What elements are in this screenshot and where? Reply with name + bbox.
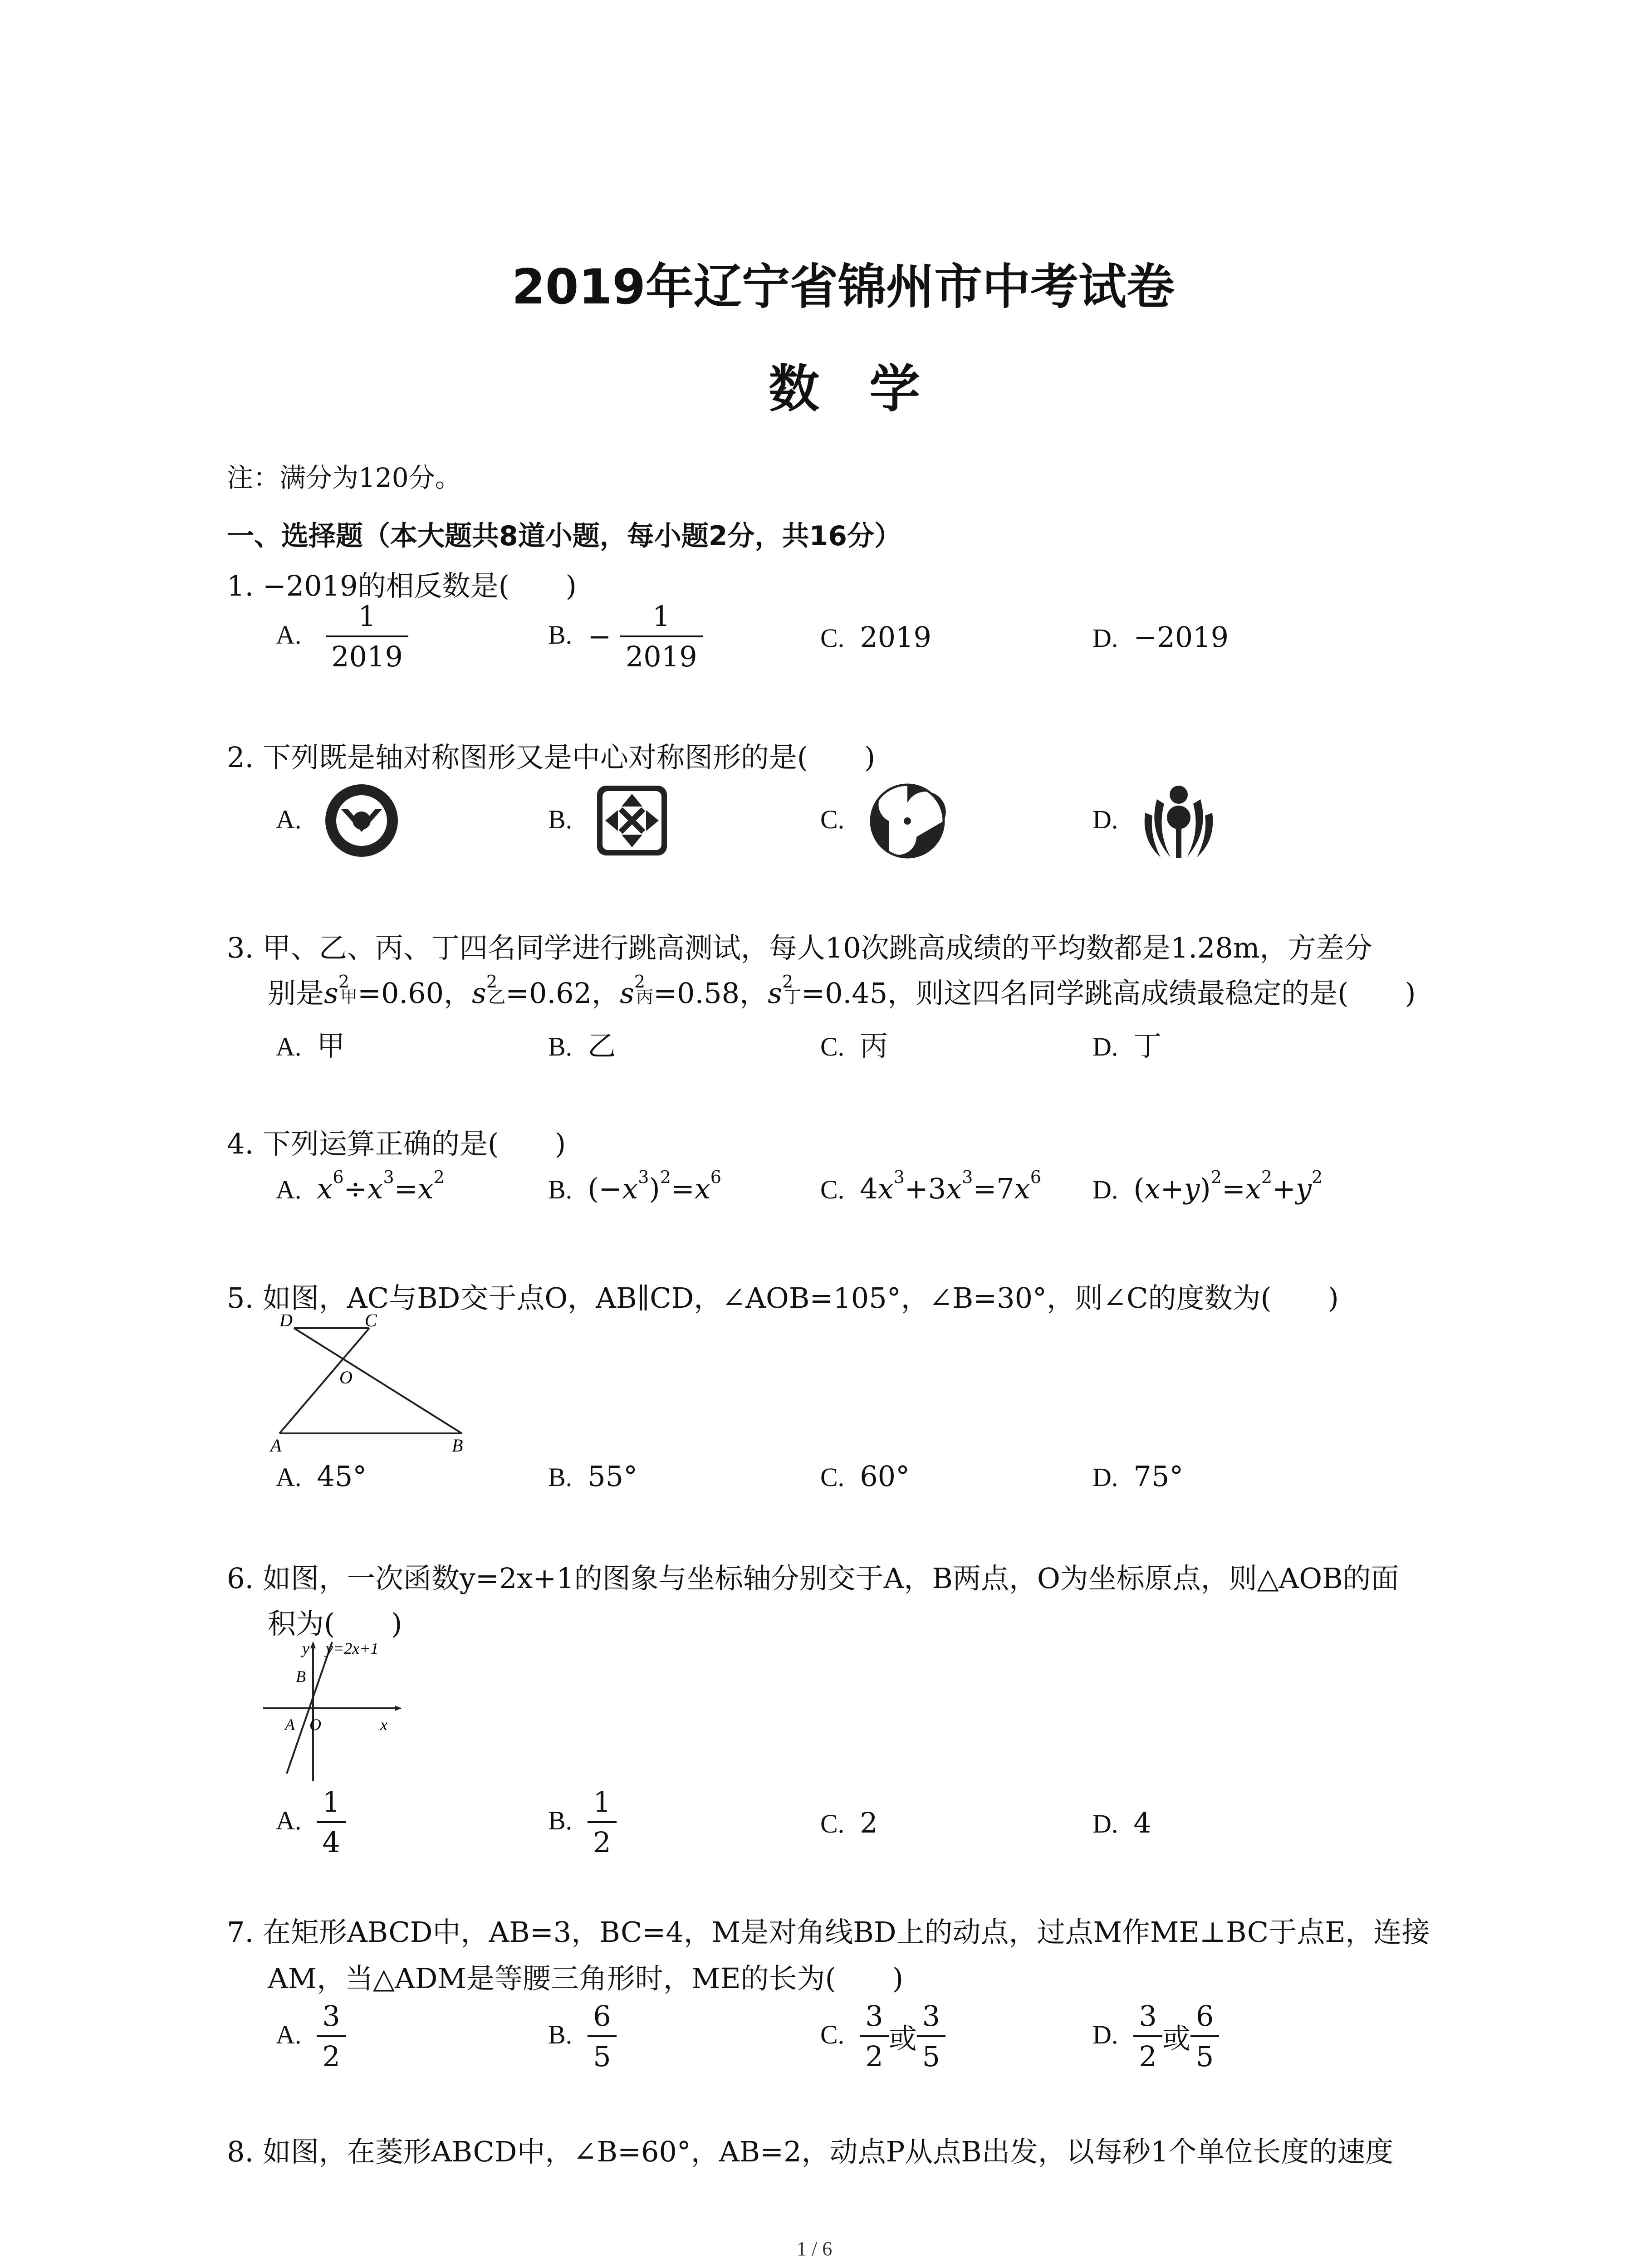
q5-figure-diagram [262, 1315, 475, 1460]
q7-option-c[interactable]: C. $\frac{3}{2}$ 或 $\frac{3}{5}$ [820, 1999, 945, 2073]
question-1-stem: 1. −2019的相反数是( ) [227, 569, 577, 602]
section-heading-choice: 一、选择题（本大题共8道小题，每小题2分，共16分） [227, 520, 901, 552]
q7-option-b[interactable]: B. $\frac{6}{5}$ [548, 1999, 617, 2073]
subject-title: 数学 [769, 360, 970, 419]
emblem-d-icon [1139, 781, 1219, 861]
q5-option-a[interactable]: A. 45° [276, 1460, 367, 1493]
emblem-a-icon [323, 782, 400, 859]
point-label-o: O [309, 1716, 321, 1734]
q6-option-b[interactable]: B. $\frac{1}{2}$ [548, 1785, 617, 1859]
q2-option-a[interactable]: A. [276, 805, 302, 834]
q1-option-b[interactable]: B. − $\frac{1}{2019}$ [548, 600, 703, 673]
axis-label-x: x [380, 1716, 387, 1734]
q4-option-c[interactable]: C. $4x^3+3x^3=7x^6$ [820, 1167, 1041, 1205]
q2-option-c[interactable]: C. [820, 805, 845, 834]
q7-option-d[interactable]: D. $\frac{3}{2}$ 或 $\frac{6}{5}$ [1092, 1999, 1219, 2073]
question-6-line-1: 6. 如图，一次函数y=2x+1的图象与坐标轴分别交于A，B两点，O为坐标原点，则△AOB的面 [227, 1562, 1399, 1595]
q2-option-d[interactable]: D. [1092, 805, 1118, 834]
point-label-d: D [279, 1315, 293, 1330]
point-label-a: A [270, 1435, 282, 1456]
q3-option-b[interactable]: B. 乙 [548, 1029, 616, 1062]
q1-option-a[interactable] [276, 600, 408, 673]
q5-option-c[interactable]: C. 60° [820, 1460, 910, 1493]
q5-option-d[interactable]: D. 75° [1092, 1460, 1184, 1493]
full-score-note: 注：满分为120分。 [227, 462, 461, 493]
question-3-line-1: 3. 甲、乙、丙、丁四名同学进行跳高测试，每人10次跳高成绩的平均数都是1.28m，方差分 [227, 931, 1372, 964]
point-label-b: B [296, 1667, 306, 1686]
axis-label-y: y [302, 1639, 309, 1657]
question-7-line-1: 7. 在矩形ABCD中，AB=3，BC=4，M是对角线BD上的动点，过点M作ME⊥BC于点E，连接 [227, 1916, 1430, 1949]
question-4-stem: 4. 下列运算正确的是( ) [227, 1127, 566, 1160]
point-label-a: A [285, 1716, 295, 1734]
emblem-c-icon [867, 781, 947, 861]
q6-option-c[interactable]: C. 2 [820, 1806, 878, 1839]
question-5-stem: 5. 如图，AC与BD交于点O，AB∥CD，∠AOB=105°，∠B=30°，则∠C的度数为( ) [227, 1281, 1339, 1315]
point-label-c: C [365, 1315, 377, 1330]
q4-option-d[interactable]: D. $(x+y)^2=x^2+y^2$ [1092, 1167, 1323, 1205]
fraction: $\frac{1}{2019}$ [620, 600, 703, 673]
option-letter: B. [548, 620, 573, 650]
option-letter: A. [276, 620, 302, 650]
exam-title: 2019年辽宁省锦州市中考试卷 [512, 259, 1175, 315]
option-letter: D. [1092, 623, 1118, 653]
line-equation-label: y=2x+1 [326, 1639, 379, 1657]
q3-option-d[interactable]: D. 丁 [1092, 1029, 1162, 1062]
q6-figure-graph [259, 1637, 408, 1787]
question-2-stem: 2. 下列既是轴对称图形又是中心对称图形的是( ) [227, 741, 876, 774]
q6-option-a[interactable]: A. $\frac{1}{4}$ [276, 1785, 346, 1859]
q6-option-d[interactable]: D. 4 [1092, 1806, 1151, 1839]
fraction: $\frac{1}{2019}$ [326, 600, 408, 673]
q1-option-d[interactable]: D. −2019 [1092, 621, 1229, 654]
point-label-b: B [452, 1435, 463, 1456]
page-number: 1 / 6 [797, 2238, 833, 2260]
option-letter: C. [820, 623, 845, 653]
question-7-line-2: AM，当△ADM是等腰三角形时，ME的长为( ) [268, 1962, 904, 1995]
question-8-line-1: 8. 如图，在菱形ABCD中，∠B=60°，AB=2，动点P从点B出发，以每秒1个单位长度的速度 [227, 2135, 1394, 2168]
q1-option-c[interactable]: C. 2019 [820, 621, 931, 654]
q4-option-a[interactable]: A. $x^6\div x^3=x^2$ [276, 1167, 445, 1205]
q7-option-a[interactable]: A. $\frac{3}{2}$ [276, 1999, 346, 2073]
q2-option-b[interactable]: B. [548, 805, 573, 834]
q3-option-c[interactable]: C. 丙 [820, 1029, 888, 1062]
q3-option-a[interactable]: A. 甲 [276, 1029, 345, 1062]
q5-option-b[interactable]: B. 55° [548, 1460, 638, 1493]
question-3-line-2: 别是$s^2$甲=0.60，$s^2$乙=0.62，$s^2$丙=0.58，$s^2$丁=0.45，则这四名同学跳高成绩最稳定的是( ) [268, 972, 1416, 1010]
q4-option-b[interactable]: B. $(-x^3)^2=x^6$ [548, 1167, 721, 1205]
question-6-line-2: 积为( ) [268, 1607, 402, 1640]
point-label-o: O [339, 1367, 353, 1388]
emblem-b-icon [595, 784, 669, 857]
